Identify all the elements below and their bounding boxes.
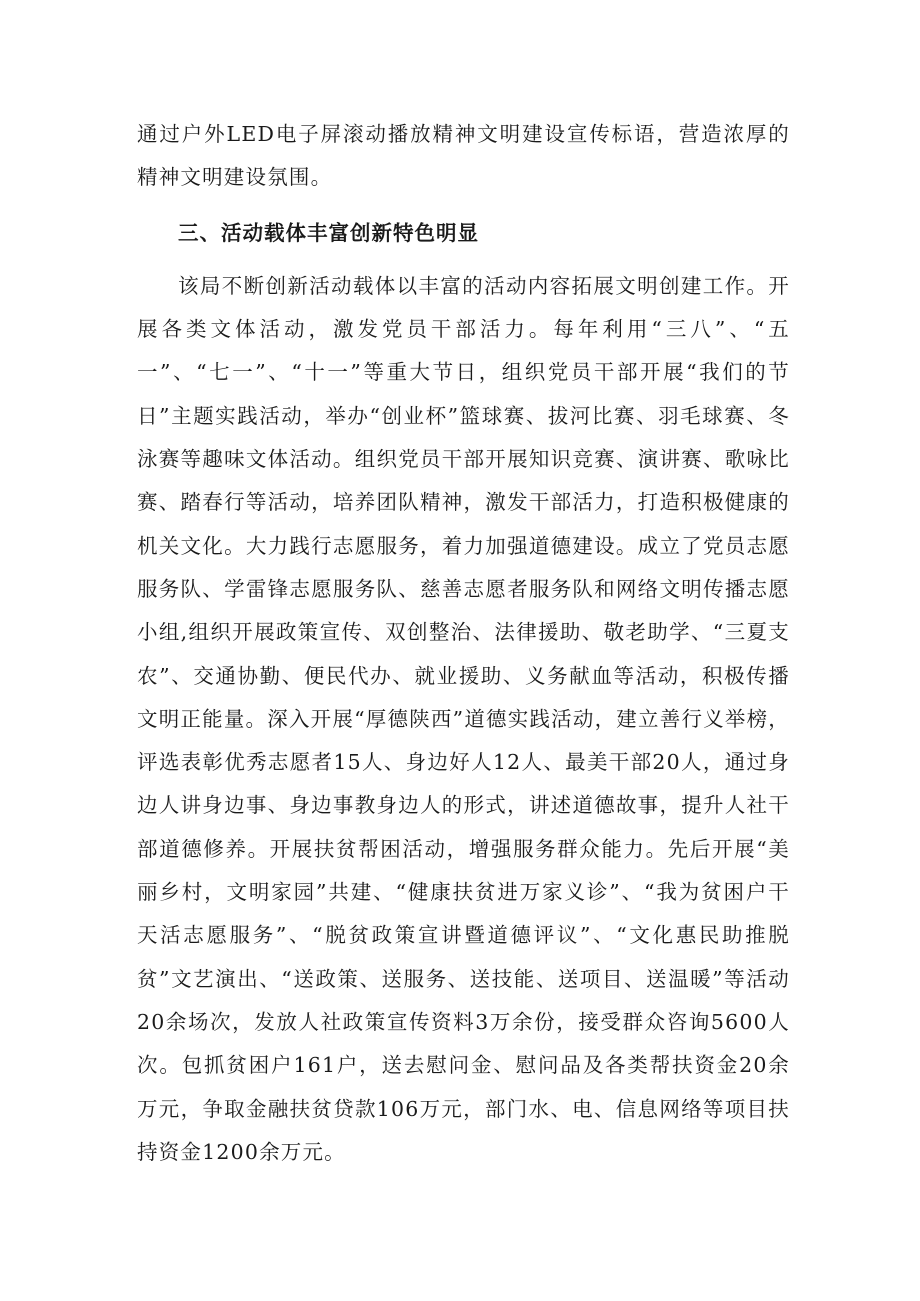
body-paragraph: 该局不断创新活动载体以丰富的活动内容拓展文明创建工作。开展各类文体活动，激发党员干部活力。每年利用“三八”、“五一”、“七一”、“十一”等重大节日，组织党员干部开展“我们的节日”主题实践活动，举办“创业杯”篮球赛、拔河比赛、羽毛球赛、冬泳赛等趣味文体活动。组织党员干部开展知识竞赛、演讲赛、歌咏比赛、踏春行等活动，培养团队精神，激发干部活力，打造积极健康的机关文化。大力践行志愿服务，着力加强道德建设。成立了党员志愿服务队、学雷锋志愿服务队、慈善志愿者服务队和网络文明传播志愿小组,组织开展政策宣传、双创整治、法律援助、敬老助学、“三夏支农”、交通协勤、便民代办、就业援助、义务献血等活动，积极传播文明正能量。深入开展“厚德陕西”道德实践活动，建立善行义举榜，评选表彰优秀志愿者15人、身边好人12人、最美干部20人，通过身边人讲身边事、身边事教身边人的形式，讲述道德故事，提升人社干部道德修养。开展扶贫帮困活动，增强服务群众能力。先后开展“美丽乡村，文明家园”共建、“健康扶贫进万家义诊”、“我为贫困户干天活志愿服务”、“脱贫政策宣讲暨道德评议”、“文化惠民助推脱贫”文艺演出、“送政策、送服务、送技能、送项目、送温暖”等活动20余场次，发放人社政策宣传资料3万余份，接受群众咨询5600人次。包抓贫困户161户，送去慰问金、慰问品及各类帮扶资金20余万元，争取金融扶贫贷款106万元，部门水、电、信息网络等项目扶持资金1200余万元。 [137, 273, 790, 1164]
document-body [137, 113, 790, 1174]
section-heading: 三、活动载体丰富创新特色明显 [178, 220, 479, 245]
continuation-paragraph: 通过户外LED电子屏滚动播放精神文明建设宣传标语，营造浓厚的精神文明建设氛围。 [137, 122, 790, 190]
